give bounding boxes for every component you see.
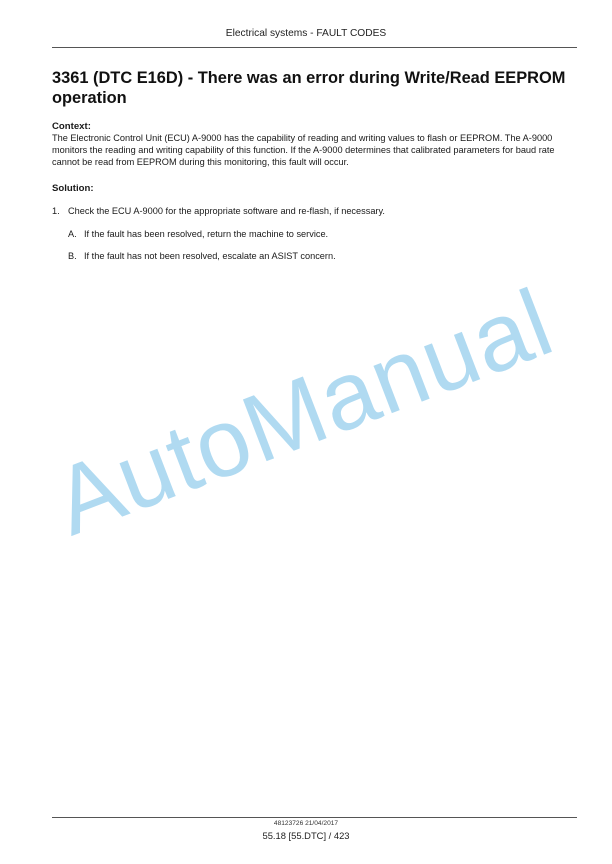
header-divider: [52, 47, 577, 48]
footer-page-number: 55.18 [55.DTC] / 423: [262, 830, 350, 841]
running-header: Electrical systems - FAULT CODES: [225, 28, 387, 39]
step-number: 1.: [52, 206, 60, 216]
watermark: AutoManual: [40, 268, 567, 556]
step-text: Check the ECU A-9000 for the appropriate software and re-flash, if necessary.: [68, 206, 385, 216]
footer-document-code: 48123726 21/04/2017: [273, 820, 339, 827]
context-heading: Context:: [52, 121, 91, 132]
step-number: A.: [68, 229, 77, 239]
step-text: If the fault has been resolved, return the machine to service.: [84, 229, 329, 239]
step-text: If the fault has not been resolved, escalate an ASIST concern.: [84, 251, 336, 261]
context-paragraph: The Electronic Control Unit (ECU) A-9000 has the capability of reading and writing values to flash or EEPROM. The A-9000 monitors the reading and writing capability of this function. If the A-9000 determines that calibrated parameters for baud rate cannot be read from EEPROM during this monitoring, this fault will occur.: [52, 133, 555, 168]
step-number: B.: [68, 251, 77, 261]
footer-divider: [52, 817, 577, 818]
solution-heading: Solution:: [52, 183, 94, 194]
page-title: 3361 (DTC E16D) - There was an error during Write/Read EEPROM operation: [52, 69, 566, 107]
